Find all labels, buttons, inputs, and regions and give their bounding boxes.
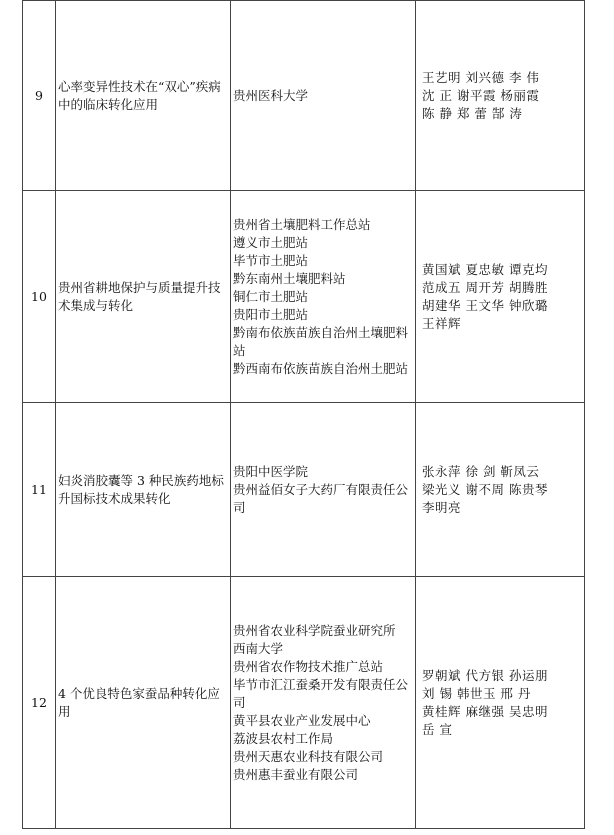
people (416, 1, 585, 191)
people-line: 王艺明 刘兴德 李 伟 (422, 69, 540, 85)
table-row (23, 1, 585, 191)
people-line: 范成五 周开芳 胡腾胜 (422, 279, 548, 295)
organization: 遵义市土肥站 (233, 234, 309, 250)
project-title: 贵州省耕地保护与质量提升技术集成与转化 (56, 191, 231, 403)
people (416, 403, 585, 577)
organization: 贵州医科大学 (233, 87, 309, 103)
organization: 贵州省农业科学院蚕业研究所 (233, 622, 396, 638)
row-number: 9 (23, 1, 56, 191)
row-number: 11 (23, 403, 56, 577)
people-line: 沈 正 谢平霞 杨丽霞 (422, 87, 540, 103)
organizations (231, 1, 416, 191)
organization: 黔西南布依族苗族自治州土肥站 (233, 360, 409, 376)
organizations (231, 191, 416, 403)
organization: 贵州益佰女子大药厂有限责任公司 (233, 481, 409, 515)
organization: 黔南布依族苗族自治州土壤肥料站 (233, 324, 409, 358)
organization: 西南大学 (233, 640, 284, 656)
people-line: 胡建华 王文华 钟欣璐 (422, 297, 548, 313)
organization: 贵阳中医学院 (233, 463, 309, 479)
people-line: 陈 静 郑 蕾 郜 涛 (422, 105, 523, 121)
organization: 贵州天惠农业科技有限公司 (233, 748, 384, 764)
organization: 贵州省农作物技术推广总站 (233, 658, 384, 674)
people-line: 李明亮 (422, 499, 462, 515)
people-line: 刘 锡 韩世玉 邢 丹 (422, 685, 531, 701)
organization: 铜仁市土肥站 (233, 288, 309, 304)
organization: 贵州省土壤肥料工作总站 (233, 216, 371, 232)
people-line: 岳 宣 (422, 721, 453, 737)
table-row (23, 577, 585, 829)
organizations (231, 403, 416, 577)
people-line: 王祥辉 (422, 315, 462, 331)
project-title: 心率变异性技术在“双心”疾病中的临床转化应用 (56, 1, 231, 191)
organization: 黔东南州土壤肥料站 (233, 270, 346, 286)
organization: 毕节市汇江蚕桑开发有限责任公司 (233, 676, 409, 710)
organizations (231, 577, 416, 829)
organization: 贵州惠丰蚕业有限公司 (233, 766, 359, 782)
awards-table (22, 0, 585, 829)
people-line: 梁光义 谢不周 陈贵琴 (422, 481, 548, 497)
organization: 毕节市土肥站 (233, 252, 309, 268)
row-number: 12 (23, 577, 56, 829)
people-line: 黄桂辉 麻继强 吴忠明 (422, 703, 548, 719)
project-title: 4 个优良特色家蚕品种转化应用 (56, 577, 231, 829)
people-line: 张永萍 徐 剑 靳凤云 (422, 463, 540, 479)
organization: 贵阳市土肥站 (233, 306, 309, 322)
people (416, 191, 585, 403)
people-line: 黄国斌 夏忠敏 谭克均 (422, 261, 548, 277)
row-number: 10 (23, 191, 56, 403)
people (416, 577, 585, 829)
organization: 黄平县农业产业发展中心 (233, 712, 371, 728)
project-title: 妇炎消胶囊等 3 种民族药地标升国标技术成果转化 (56, 403, 231, 577)
table-row (23, 403, 585, 577)
organization: 荔波县农村工作局 (233, 730, 334, 746)
people-line: 罗朝斌 代方银 孙运朋 (422, 667, 548, 683)
table-row (23, 191, 585, 403)
